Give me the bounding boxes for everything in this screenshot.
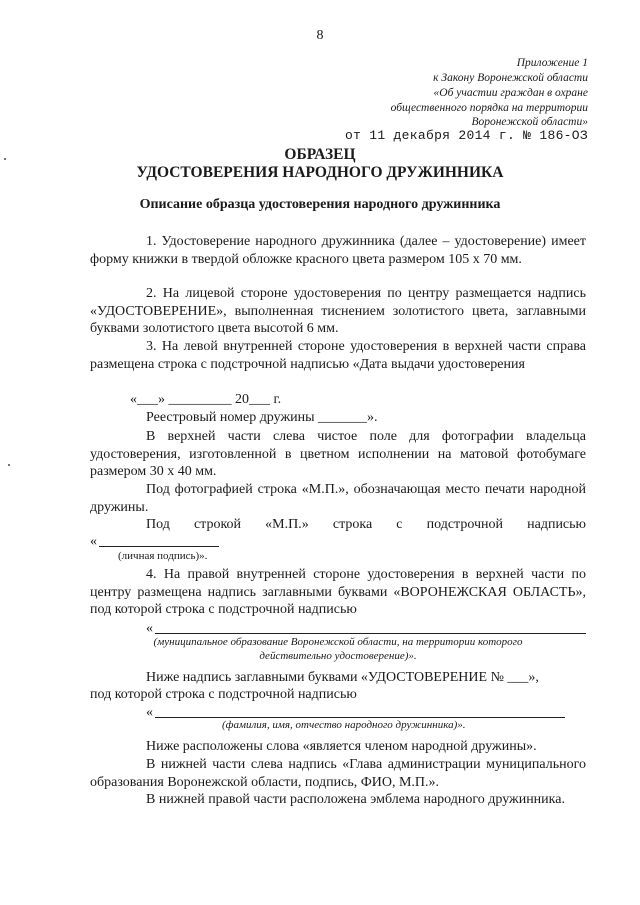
appendix-date: от 11 декабря 2014 г. № 186-ОЗ [344,128,588,143]
name-underline [155,717,565,718]
appendix-line-2: к Закону Воронежской области [433,72,588,84]
appendix-line-3: «Об участии граждан в охране [433,87,588,99]
document-title-line-2: УДОСТОВЕРЕНИЯ НАРОДНОГО ДРУЖИННИКА [136,164,504,181]
membership-line: Ниже расположены слова «является членом народной дружины». [146,739,537,754]
section-heading: Описание образца удостоверения народного дружинника [139,197,501,212]
signature-line-intro: Под строкой «М.П.» строка с подстрочной надписью [146,517,586,532]
certificate-number-subtext: под которой строка с подстрочной надписью [90,687,357,702]
signature-quote: « [90,534,97,549]
appendix-line-5: Воронежской области» [471,116,588,128]
paragraph-1: 1. Удостоверение народного дружинника (далее – удостоверение) имеет форму книжки в твердой обложке красного цвета размером 105 х 70 мм. [90,234,586,267]
document-title-line-1: ОБРАЗЕЦ [284,146,356,163]
name-quote: « [146,705,153,720]
appendix-line-4: общественного порядка на территории [390,102,588,114]
paragraph-2: 2. На лицевой стороне удостоверения по центру размещается надпись «УДОСТОВЕРЕНИЕ», выполненная тиснением золотистого цвета, заглавными буквами золотистого цвета высотой 6 мм. [90,286,586,337]
municipal-caption-1: (муниципальное образование Воронежской области, на территории которого [153,636,523,648]
paragraph-4: 4. На правой внутренней стороне удостоверения в верхней части по центру размещена надпись заглавными буквами «ВОРОНЕЖСКАЯ ОБЛАСТЬ», под которой строка с подстрочной надписью [90,567,586,618]
certificate-number-line: Ниже надпись заглавными буквами «УДОСТОВЕРЕНИЕ № ___», [146,670,539,685]
appendix-line-1: Приложение 1 [516,57,588,69]
municipal-quote: « [146,621,153,636]
issue-date-line: «___» _________ 20___ г. [130,392,282,407]
emblem-line: В нижней правой части расположена эмблема народного дружинника. [146,792,565,807]
page-number: 8 [316,28,324,43]
photo-field-paragraph: В верхней части слева чистое поле для фотографии владельца удостоверения, изготовленной в цветном исполнении на матовой фотобумаге размером 30 х 40 мм. [90,429,586,480]
scan-speck [8,464,10,466]
stamp-place-paragraph: Под фотографией строка «М.П.», обозначающая место печати народной дружины. [90,482,586,515]
name-caption: (фамилия, имя, отчество народного дружинника)». [222,719,466,731]
municipal-caption-2: действительно удостоверение)». [259,650,417,662]
administration-paragraph: В нижней части слева надпись «Глава администрации муниципального образования Воронежской области, подпись, ФИО, М.П.». [90,757,586,790]
scan-speck [4,158,6,160]
signature-caption: (личная подпись)». [118,550,208,562]
signature-underline [99,546,219,547]
municipal-underline [155,633,586,634]
registry-number-line: Реестровый номер дружины _______». [146,410,378,425]
paragraph-3: 3. На левой внутренней стороне удостоверения в верхней части справа размещена строка с подстрочной надписью «Дата выдачи удостоверения [90,339,586,372]
